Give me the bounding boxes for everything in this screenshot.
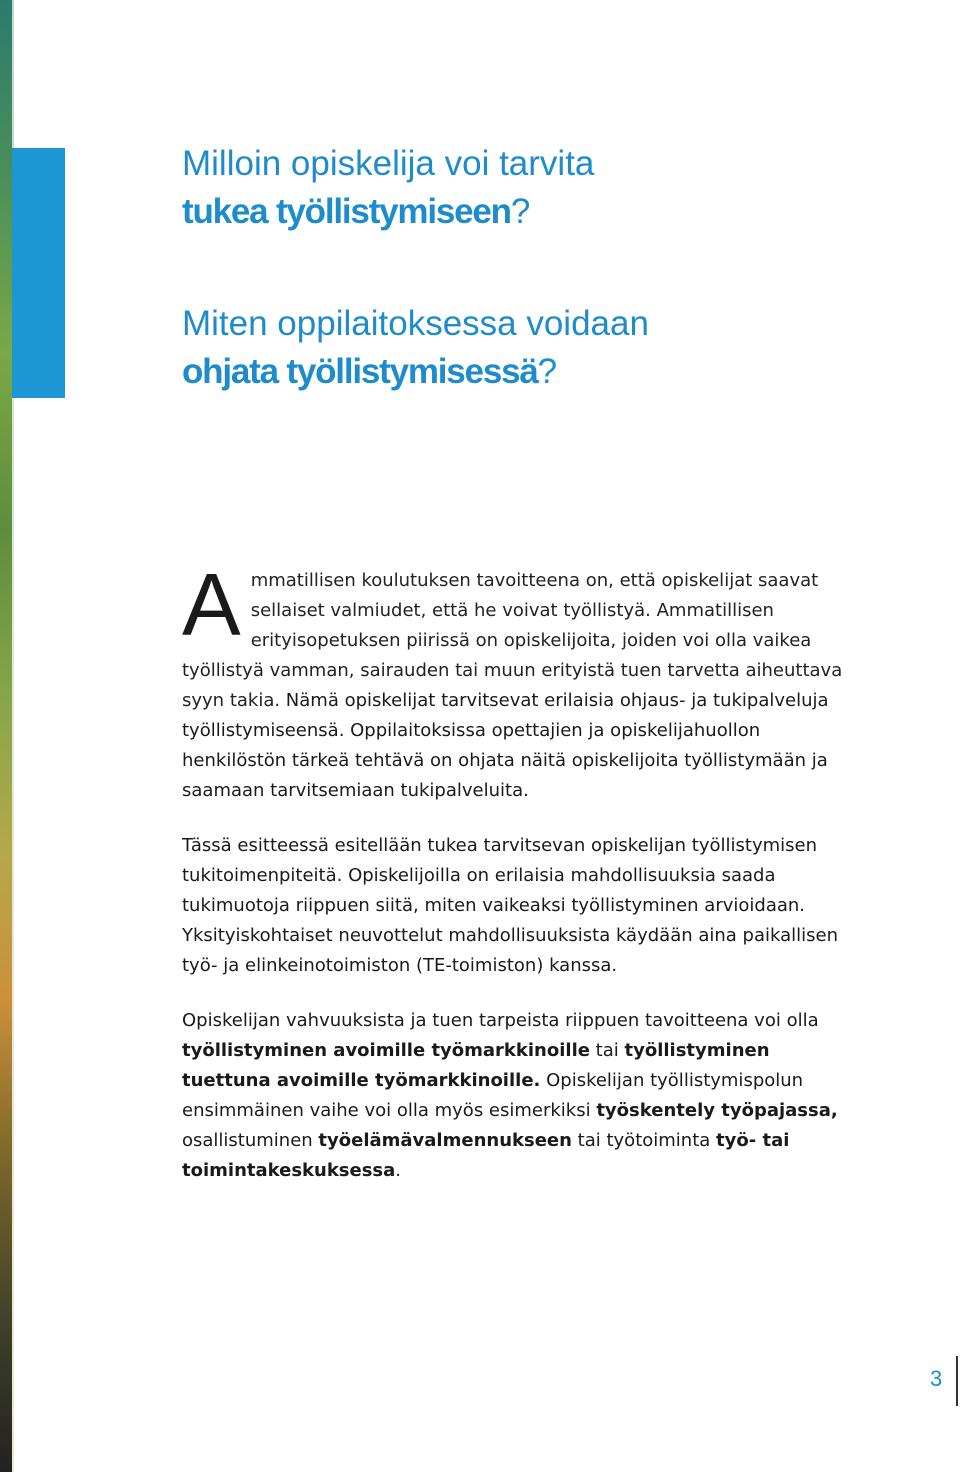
intro-rest: Nämä opiskelijat tarvitsevat erilaisia ohjaus- ja tukipalveluja työllistymiseensä. Oppilaitoksissa opettajien ja opiskelijahuollon henkilöstön tärkeä tehtävä on ohjata näitä opiskelijoita työllistymään ja saamaan tarvitsemiaan tukipalveluita. xyxy=(182,690,829,801)
decorative-blue-bar xyxy=(12,148,65,398)
paragraph-3 xyxy=(182,1006,862,1186)
heading-support-need xyxy=(182,140,882,236)
p3-text-5: tai työtoiminta xyxy=(571,1130,717,1151)
heading-2-mark: ? xyxy=(537,352,558,391)
p3-text-1: Opiskelijan vahvuuksista ja tuen tarpeista riippuen tavoitteena voi olla xyxy=(182,1010,819,1031)
drop-cap: A xyxy=(182,555,241,654)
p3-text-6: . xyxy=(395,1160,402,1181)
p3-bold-4: työelämävalmennukseen xyxy=(318,1130,572,1151)
decorative-edge-strip xyxy=(0,0,12,1472)
heading-1-mark: ? xyxy=(510,192,531,231)
p3-bold-2: työllistyminen tuettuna avoimille työmarkkinoille. xyxy=(182,1040,770,1091)
p3-bold-5: työ- tai toimintakeskuksessa xyxy=(182,1130,790,1181)
intro-text: mmatillisen koulutuksen tavoitteena on, että opiskelijat saavat sellaiset valmiudet, että he voivat työllistyä. Ammatillisen erityisopetuksen piirissä on opiskelijoita, joiden voi olla vaikea työllistyä vamman, sairauden tai muun erityistä tuen tarvetta aiheuttava syyn takia. xyxy=(182,570,843,711)
p3-text-4: osallistuminen xyxy=(182,1130,319,1151)
page-number-rule xyxy=(956,1356,958,1406)
p3-bold-3: työskentely työpajassa, xyxy=(596,1100,838,1121)
page-number: 3 xyxy=(930,1366,943,1391)
body-text xyxy=(182,555,862,1211)
heading-1-bold: tukea työllistymiseen xyxy=(182,192,511,231)
intro-paragraph xyxy=(182,555,862,806)
heading-1-line-1: Milloin opiskelija voi tarvita xyxy=(182,144,595,183)
heading-2-bold: ohjata työllistymisessä xyxy=(182,352,538,391)
p3-text-3: Opiskelijan työllistymispolun ensimmäinen vaihe voi olla myös esimerkiksi xyxy=(182,1070,804,1121)
heading-2-line-1: Miten oppilaitoksessa voidaan xyxy=(182,304,649,343)
paragraph-2: Tässä esitteessä esitellään tukea tarvitsevan opiskelijan työllistymisen tukitoimenpiteitä. Opiskelijoilla on erilaisia mahdollisuuksia saada tukimuotoja riippuen siitä, miten vaikeaksi työllistyminen arvioidaan. Yksityiskohtaiset neuvottelut mahdollisuuksista käydään aina paikallisen työ- ja elinkeinotoimiston (TE-toimiston) kanssa. xyxy=(182,835,838,976)
p3-text-2: tai xyxy=(589,1040,625,1061)
p3-bold-1: työllistyminen avoimille työmarkkinoille xyxy=(182,1040,590,1061)
heading-guidance xyxy=(182,300,882,396)
